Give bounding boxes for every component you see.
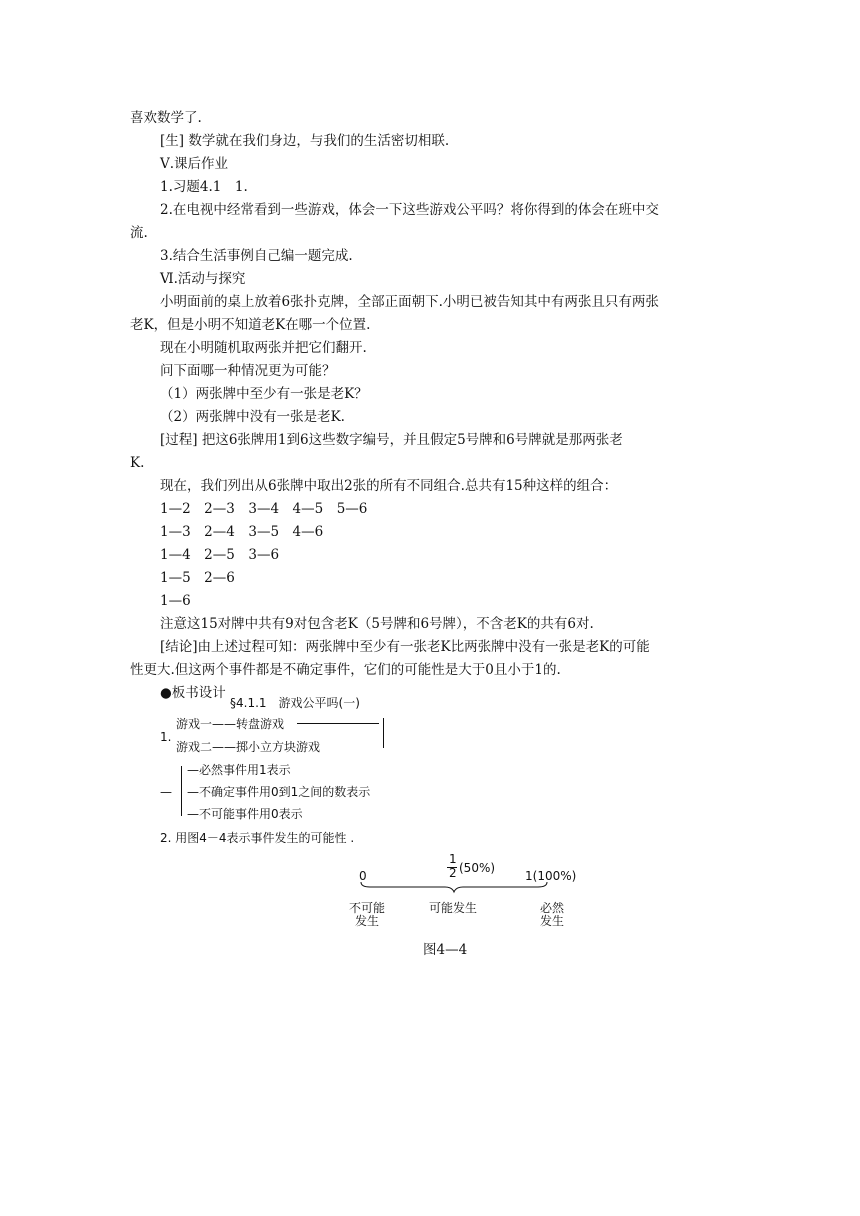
text-line: 现在小明随机取两张并把它们翻开. [160, 340, 367, 356]
text-line: 2.在电视中经常看到一些游戏，体会一下这些游戏公平吗？将你得到的体会在班中交 [160, 202, 659, 218]
label-half-denominator: 2 [449, 866, 457, 880]
section-heading: Ⅴ.课后作业 [160, 156, 229, 172]
text-line: 老K，但是小明不知道老K在哪一个位置. [130, 317, 371, 333]
label-half-percent: (50%) [459, 861, 496, 875]
label-possible: 可能发生 [429, 901, 478, 915]
board-underline [297, 723, 379, 724]
label-impossible: 发生 [355, 914, 380, 928]
combination-row: 1—6 [160, 593, 191, 609]
text-line: 喜欢数学了. [130, 110, 202, 126]
label-one: 1(100%) [525, 869, 577, 883]
label-impossible: 不可能 [349, 901, 386, 915]
text-line: （1）两张牌中至少有一张是老K？ [160, 386, 368, 402]
board-dash: — [160, 785, 172, 799]
board-event: —必然事件用1表示 [187, 763, 291, 777]
board-game1: 游戏一——转盘游戏 [176, 717, 285, 731]
text-line: 小明面前的桌上放着6张扑克牌，全部正面朝下.小明已被告知其中有两张且只有两张 [160, 294, 659, 310]
text-line: 现在，我们列出从6张牌中取出2张的所有不同组合.总共有15种这样的组合： [160, 478, 618, 494]
label-half-numerator: 1 [449, 852, 457, 866]
figure-caption: 图4—4 [423, 942, 468, 958]
text-line: [结论]由上述过程可知：两张牌中至少有一张老K比两张牌中没有一张是老K的可能 [160, 639, 650, 655]
label-zero: 0 [359, 869, 367, 883]
text-line: 流. [130, 225, 148, 241]
board-brace [181, 766, 182, 816]
text-line: K. [130, 455, 145, 471]
text-line: 问下面哪一种情况更为可能？ [160, 363, 336, 379]
label-certain: 发生 [540, 914, 565, 928]
text-line: 注意这15对牌中共有9对包含老K（5号牌和6号牌），不含老K的共有6对. [160, 616, 594, 632]
combination-row: 1—3 2—4 3—5 4—6 [160, 524, 324, 540]
board-event: —不确定事件用0到1之间的数表示 [187, 785, 371, 799]
board-bracket [383, 718, 384, 748]
section-heading: ●板书设计 [160, 685, 226, 701]
text-line: 3.结合生活事例自己编一题完成. [160, 248, 353, 264]
number-line-brace [360, 880, 550, 894]
combination-row: 1—5 2—6 [160, 570, 235, 586]
combination-row: 1—2 2—3 3—4 4—5 5—6 [160, 501, 368, 517]
board-game2: 游戏二——掷小立方块游戏 [176, 740, 321, 754]
text-line: [过程] 把这6张牌用1到6这些数字编号，并且假定5号牌和6号牌就是那两张老 [160, 432, 623, 448]
board-item1-number: 1. [160, 730, 172, 744]
text-line: （2）两张牌中没有一张是老K. [160, 409, 345, 425]
section-heading: Ⅵ.活动与探究 [160, 271, 246, 287]
board-item2: 2. 用图4－4表示事件发生的可能性 . [160, 831, 355, 845]
text-line: [生] 数学就在我们身边，与我们的生活密切相联. [160, 133, 450, 149]
text-line: 1.习题4.1 1. [160, 179, 248, 195]
text-line: 性更大.但这两个事件都是不确定事件，它们的可能性是大于0且小于1的. [130, 662, 561, 678]
label-certain: 必然 [540, 901, 565, 915]
board-event: —不可能事件用0表示 [187, 807, 303, 821]
board-title: §4.1.1 游戏公平吗(一) [230, 696, 360, 710]
combination-row: 1—4 2—5 3—6 [160, 547, 280, 563]
